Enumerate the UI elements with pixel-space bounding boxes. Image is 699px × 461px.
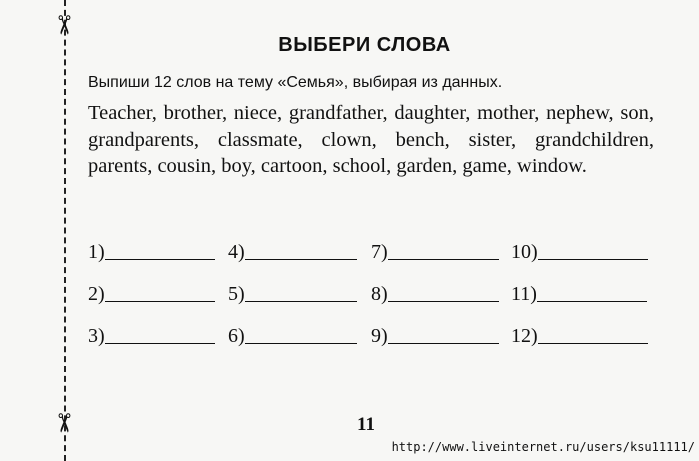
- answer-number: 2): [88, 283, 105, 305]
- answer-slot[interactable]: [371, 241, 511, 264]
- answer-slot[interactable]: [511, 283, 656, 306]
- cut-line: [64, 0, 66, 461]
- answer-number: 4): [228, 241, 245, 263]
- answer-number: 11): [511, 283, 537, 305]
- answer-number: 8): [371, 283, 388, 305]
- answer-number: 5): [228, 283, 245, 305]
- answer-number: 3): [88, 325, 105, 347]
- answer-slot[interactable]: [371, 325, 511, 348]
- answer-slot[interactable]: [371, 283, 511, 306]
- answer-slot[interactable]: [511, 241, 656, 264]
- answer-slot[interactable]: [511, 325, 656, 348]
- answer-grid: [88, 222, 658, 348]
- answer-slot[interactable]: [228, 283, 371, 306]
- instruction-text: Выпиши 12 слов на тему «Семья», выбирая из данных.: [88, 74, 503, 91]
- answer-number: 10): [511, 241, 538, 263]
- source-url[interactable]: http://www.liveinternet.ru/users/ksu11111/: [391, 440, 695, 454]
- answer-number: 1): [88, 241, 105, 263]
- answer-number: 12): [511, 325, 538, 347]
- answer-slot[interactable]: [228, 325, 371, 348]
- answer-number: 9): [371, 325, 388, 347]
- answer-slot[interactable]: [88, 283, 228, 306]
- answer-slot[interactable]: [228, 241, 371, 264]
- page-title: ВЫБЕРИ СЛОВА: [278, 34, 451, 56]
- scissors-icon: ✂: [47, 14, 78, 36]
- answer-number: 7): [371, 241, 388, 263]
- answer-row: [88, 306, 658, 348]
- scissors-icon: ✂: [47, 412, 78, 434]
- answer-slot[interactable]: [88, 241, 228, 264]
- word-list: Teacher, brother, niece, grandfather, daughter, mother, nephew, son, grandparents, classmate, clown, bench, sister, grandchildren, parents, cousin, boy, cartoon, school, garden, game, window.: [88, 102, 654, 177]
- answer-row: [88, 222, 658, 264]
- page-number: 11: [357, 414, 375, 435]
- answer-number: 6): [228, 325, 245, 347]
- answer-row: [88, 264, 658, 306]
- answer-slot[interactable]: [88, 325, 228, 348]
